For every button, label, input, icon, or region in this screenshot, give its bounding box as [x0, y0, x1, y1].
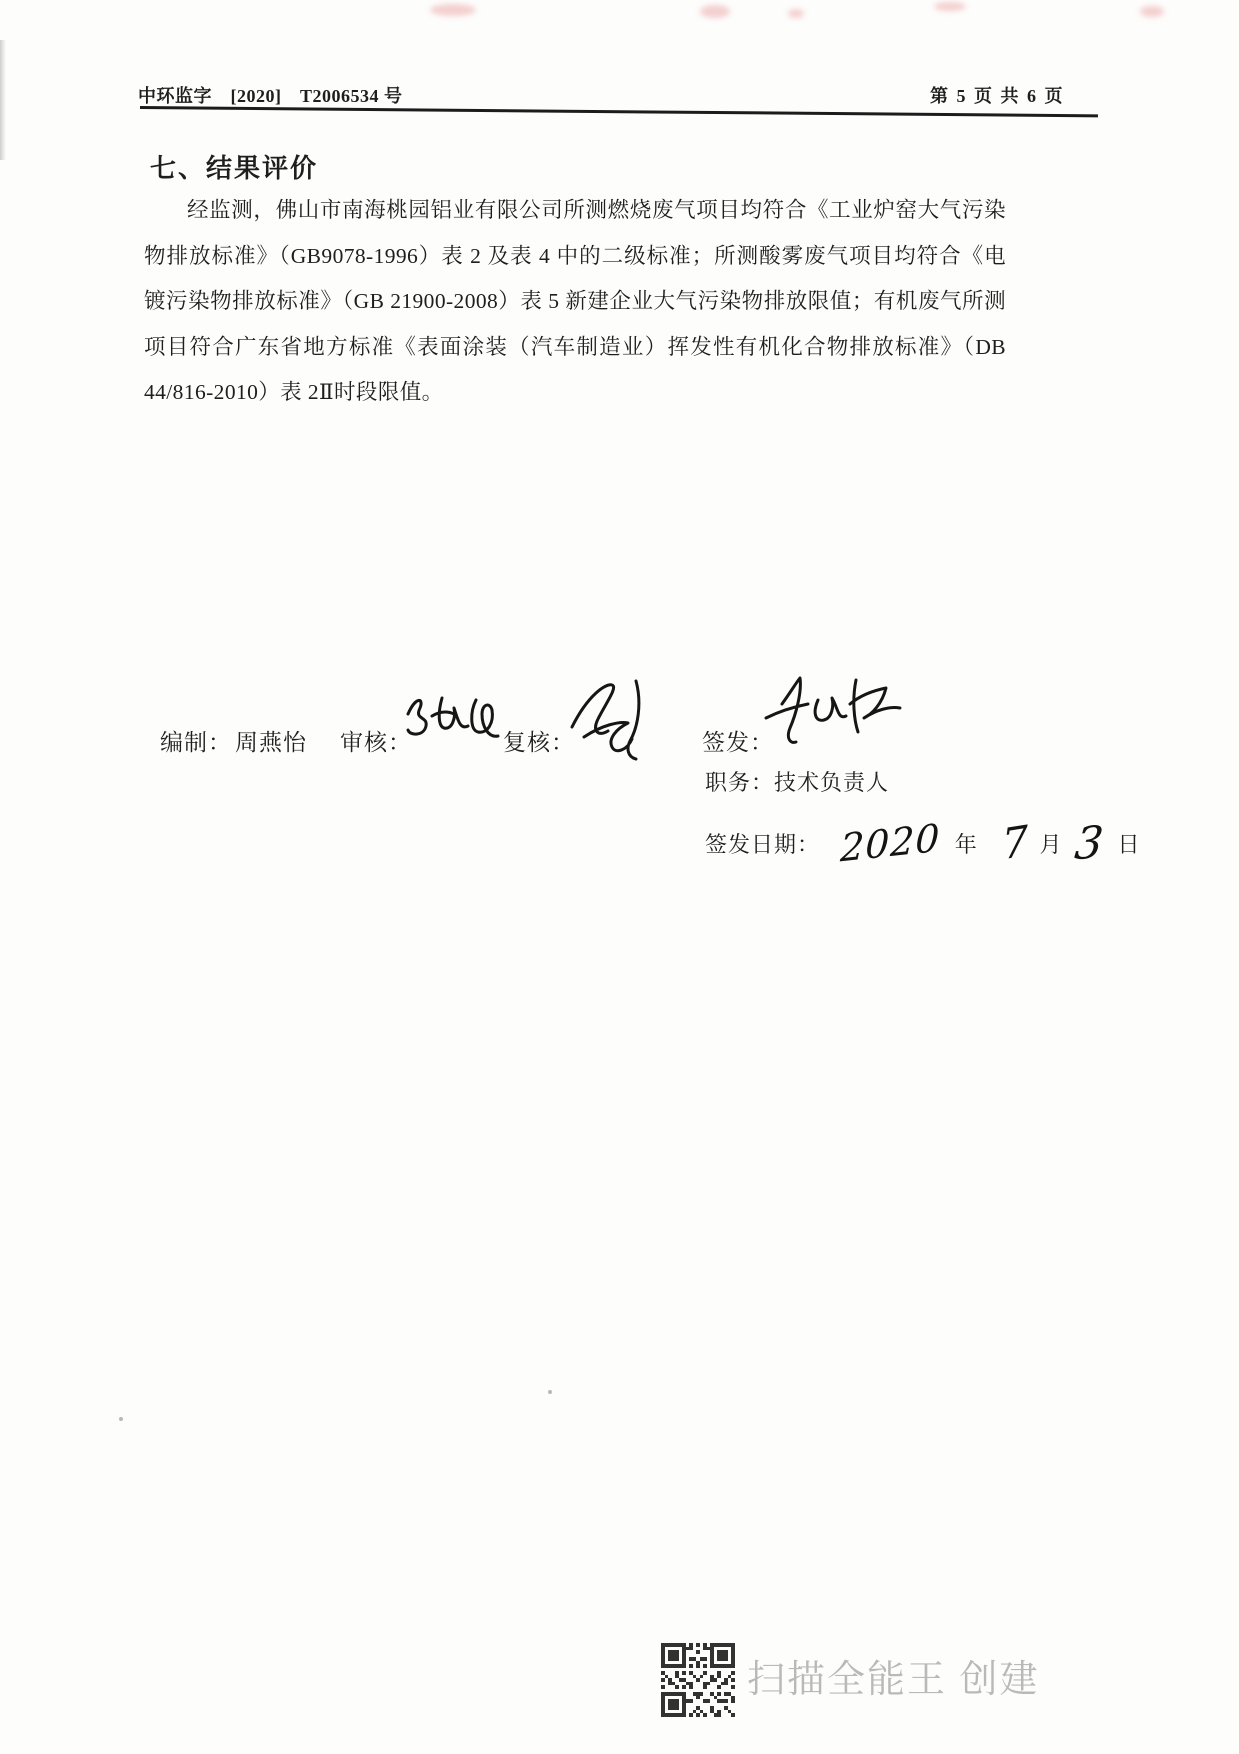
reviewer-signature-icon — [398, 682, 518, 765]
issue-date-year-unit: 年 — [954, 832, 978, 857]
qr-code-icon — [661, 1643, 735, 1717]
issue-date-month-unit: 月 — [1039, 832, 1063, 857]
rechecked-by-label: 复核： — [503, 730, 575, 755]
issue-date-day-handwritten: 3 — [1071, 816, 1107, 871]
issue-date-label: 签发日期： — [705, 832, 821, 857]
scan-smudge — [1140, 6, 1164, 17]
page-indicator: 第 5 页 共 6 页 — [930, 86, 1065, 106]
issue-date-month-handwritten: 7 — [1000, 815, 1031, 870]
prepared-by-name: 周燕怡 — [235, 730, 307, 755]
scan-edge-shadow — [0, 40, 6, 160]
scan-smudge — [700, 5, 730, 18]
issue-date-row — [705, 815, 1141, 871]
reviewed-by-label: 审核： — [340, 730, 412, 755]
prepared-by-label: 编制： — [160, 730, 232, 755]
result-evaluation-paragraph: 经监测，佛山市南海桃园铝业有限公司所测燃烧废气项目均符合《工业炉窑大气污染物排放标准》（GB9078-1996）表 2 及表 4 中的二级标准；所测酸雾废气项目均符合《电镀污染物排放标准》（GB 21900-2008）表 5 新建企业大气污染物排放限值；有机废气所测项目符合广东省地方标准《表面涂装（汽车制造业）挥发性有机化合物排放标准》（DB 44/816-2010）表 2Ⅱ时段限值。 — [144, 198, 1006, 404]
scan-smudge — [788, 9, 804, 18]
issue-date-year-handwritten: 2020 — [839, 815, 942, 871]
rechecker-signature-icon — [558, 672, 658, 773]
position-label: 职务： — [705, 770, 775, 795]
scan-speck — [548, 1390, 552, 1394]
scan-speck — [119, 1417, 123, 1421]
document-number: 中环监字 [2020] T2006534 号 — [138, 86, 403, 106]
issuer-signature-icon — [758, 668, 908, 757]
section-title: 七、结果评价 — [150, 153, 319, 183]
scan-smudge — [934, 2, 966, 11]
issue-date-day-unit: 日 — [1117, 832, 1141, 857]
scanner-watermark-text: 扫描全能王 创建 — [747, 1659, 1040, 1701]
position-value: 技术负责人 — [774, 770, 890, 795]
issued-by-label: 签发： — [702, 730, 774, 755]
scan-smudge — [430, 4, 476, 16]
position-row — [705, 766, 889, 797]
